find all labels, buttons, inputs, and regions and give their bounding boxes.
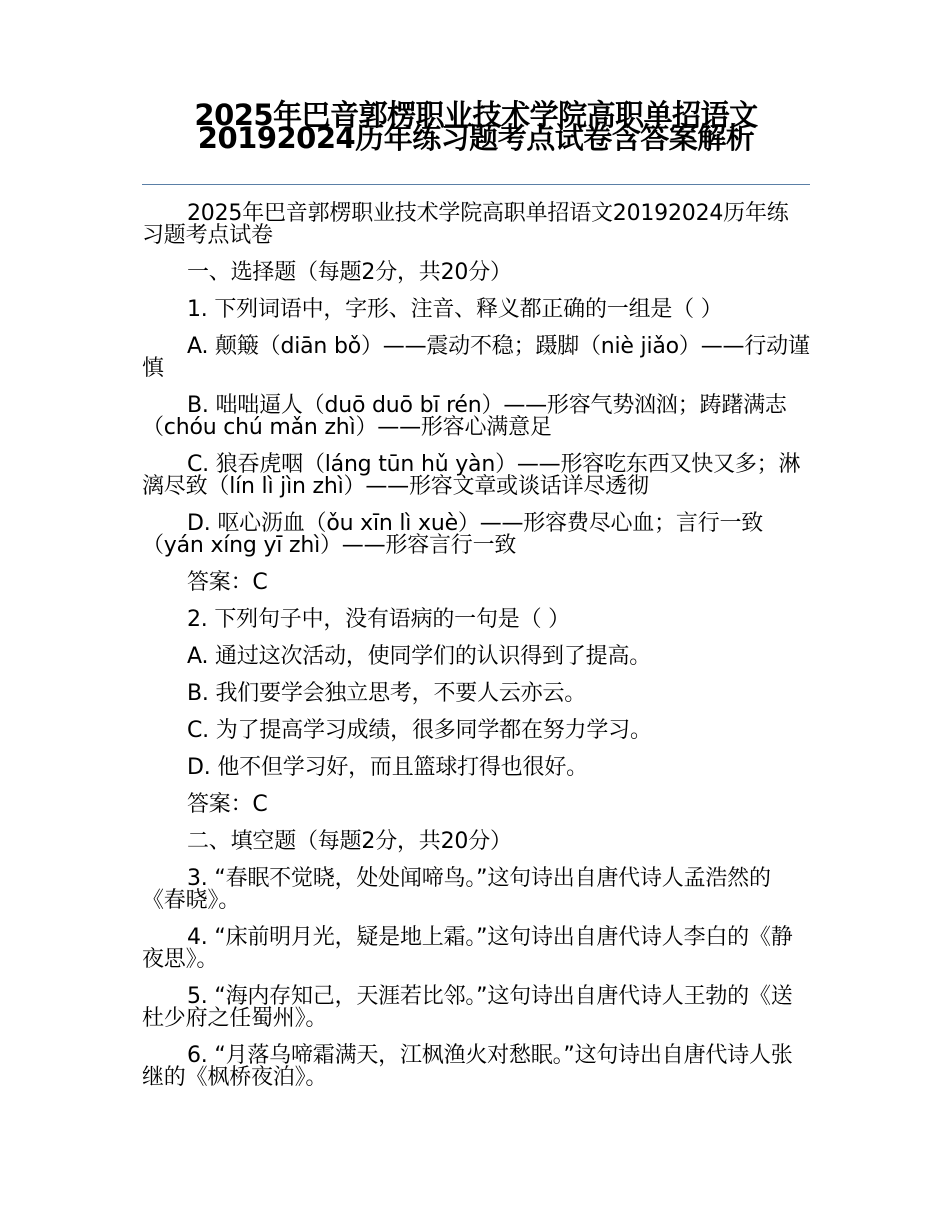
title-divider	[142, 184, 810, 185]
question-1-option-c: C. 狼吞虎咽（láng tūn hǔ yàn）——形容吃东西又快又多；淋漓尽致（lín lì jìn zhì）——形容文章或谈话详尽透彻	[142, 452, 801, 499]
question-1-answer: 答案：C	[187, 570, 268, 595]
intro-paragraph: 2025年巴音郭楞职业技术学院高职单招语文20192024历年练习题考点试卷	[142, 201, 789, 248]
question-1: 1. 下列词语中，字形、注音、释义都正确的一组是（ ）	[187, 297, 723, 322]
question-6: 6. “月落乌啼霜满天，江枫渔火对愁眠。”这句诗出自唐代诗人张继的《枫桥夜泊》。	[142, 1043, 793, 1090]
question-1-option-d: D. 呕心沥血（ǒu xīn lì xuè）——形容费尽心血；言行一致（yán xíng yī zhì）——形容言行一致	[142, 511, 764, 558]
question-3: 3. “春眠不觉晓，处处闻啼鸟。”这句诗出自唐代诗人孟浩然的《春晓》。	[142, 866, 771, 913]
question-5: 5. “海内存知己，天涯若比邻。”这句诗出自唐代诗人王勃的《送杜少府之任蜀州》。	[142, 984, 793, 1031]
question-2-option-a: A. 通过这次活动，使同学们的认识得到了提高。	[187, 644, 652, 669]
document-body	[142, 203, 810, 1104]
question-2-option-b: B. 我们要学会独立思考，不要人云亦云。	[187, 681, 587, 706]
document-title: 2025年巴音郭楞职业技术学院高职单招语文20192024历年练习题考点试卷含答案解析	[194, 98, 758, 155]
section-heading-choice: 一、选择题（每题2分，共20分）	[187, 260, 512, 285]
question-1-option-b: B. 咄咄逼人（duō duō bī rén）——形容气势汹汹；踌躇满志（chóu chú mǎn zhì）——形容心满意足	[142, 393, 787, 440]
question-1-option-a: A. 颠簸（diān bǒ）——震动不稳；蹑脚（niè jiǎo）——行动谨慎	[142, 334, 810, 381]
section-heading-fill: 二、填空题（每题2分，共20分）	[187, 829, 512, 854]
question-2-answer: 答案：C	[187, 792, 268, 817]
question-2-option-d: D. 他不但学习好，而且篮球打得也很好。	[187, 755, 588, 780]
question-2-option-c: C. 为了提高学习成绩，很多同学都在努力学习。	[187, 718, 652, 743]
question-2: 2. 下列句子中，没有语病的一句是（ ）	[187, 607, 570, 632]
question-4: 4. “床前明月光，疑是地上霜。”这句诗出自唐代诗人李白的《静夜思》。	[142, 925, 793, 972]
